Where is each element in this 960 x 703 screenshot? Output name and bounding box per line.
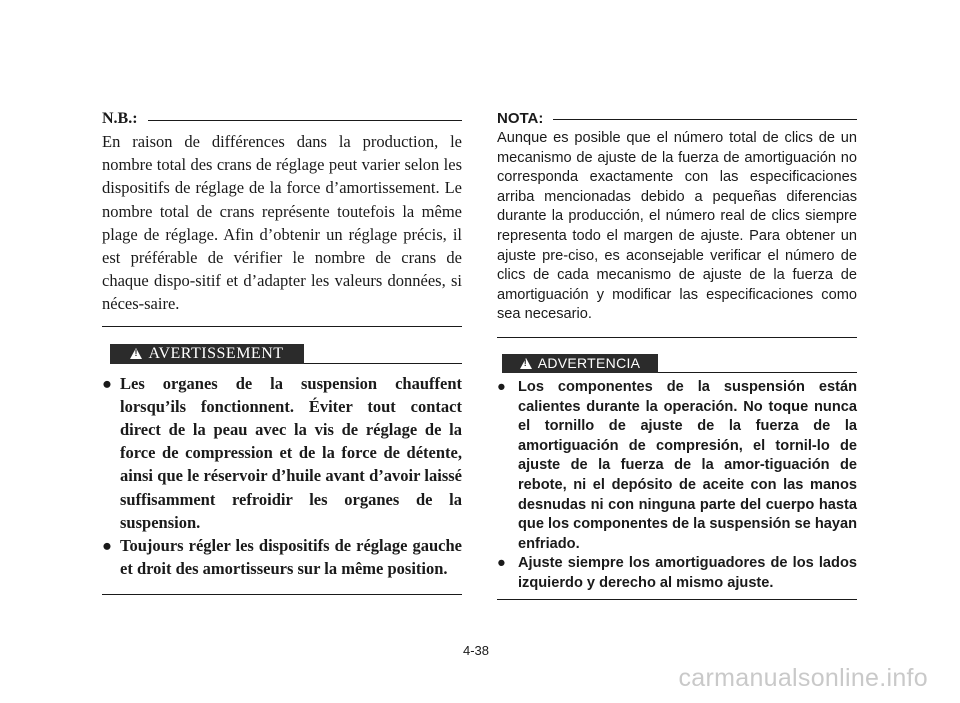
warning-label: AVERTISSEMENT [148, 344, 284, 362]
bullet-icon: ● [497, 378, 506, 395]
warning-item-text: Ajuste siempre los amortiguadores de los lados izquierdo y derecho al mismo ajuste. [518, 555, 857, 591]
note-text: Aunque es posible que el número total de clics de un mecanismo de ajuste de la fuerza de amortiguación no corresponda exactamente con las especificaciones arriba mencionadas debido a pequeñas diferencias durante la producción, el número real de clics siempre representa todo el margen de ajuste. Para obtener un ajuste pre-ciso, es aconsejable verificar el número de clics de cada mecanismo de ajuste de la fuerza de amortiguación y modificar las especificaciones como sea necesario. [497, 130, 857, 323]
bullet-icon: ● [102, 373, 112, 393]
bullet-icon: ● [102, 536, 112, 556]
warning-triangle-icon [520, 358, 532, 369]
warning-triangle-icon [130, 348, 142, 359]
note-end-rule [497, 337, 857, 338]
warning-badge [502, 354, 658, 373]
bullet-icon: ● [497, 555, 506, 572]
note-rule [553, 119, 857, 120]
warning-item [102, 372, 462, 534]
warning-label: ADVERTENCIA [537, 355, 641, 372]
warning-item [102, 534, 462, 580]
warning-end-rule [102, 594, 462, 595]
warning-list [102, 372, 462, 581]
note-rule [148, 120, 462, 121]
warning-item-text: Les organes de la suspension chauffent lorsqu’ils fonctionnent. Éviter tout contact direct de la peau avec la vis de réglage de la force de compression et de la force de détente, ainsi que le réservoir d’huile avant d’avoir laissé suffisamment refroidir les organes de la suspension. [120, 373, 462, 532]
warning-badge [110, 344, 304, 364]
note-text: En raison de différences dans la production, le nombre total des crans de réglage peut varier selon les dispositifs de réglage de la force d’amortissement. Le nombre total de crans représente toutefois la même plage de réglage. Afin d’obtenir un réglage précis, il est préférable de vérifier le nombre de crans de chaque dispo-sitif et d’adapter les valeurs données, si néces-saire. [102, 132, 462, 314]
warning-item [497, 378, 857, 554]
warning-item [497, 554, 857, 593]
warning-rule [658, 372, 857, 373]
warning-item-text: Los componentes de la suspensión están calientes durante la operación. No toque nunca el tornillo de ajuste de la fuerza de la amortiguación de compresión, el tornil-lo de ajuste de la fuerza de la amor-tiguación de rebote, ni el depósito de aceite con las manos desnudas ni con ninguna parte del cuerpo hasta que los componentes de la suspensión se hayan enfriado. [518, 378, 857, 552]
french-column [102, 108, 462, 595]
watermark-text: carmanualsonline.info [678, 664, 928, 692]
warning-end-rule [497, 599, 857, 600]
note-heading [497, 108, 857, 129]
note-label: NOTA: [497, 110, 544, 127]
spanish-column [497, 108, 857, 600]
warning-list [497, 378, 857, 594]
note-label: N.B.: [102, 110, 138, 127]
warning-banner [497, 354, 857, 373]
warning-banner [102, 344, 462, 364]
note-heading [102, 108, 462, 130]
note-end-rule [102, 326, 462, 327]
page-number: 4-38 [463, 643, 490, 658]
warning-item-text: Toujours régler les dispositifs de réglage gauche et droit des amortisseurs sur la même position. [120, 536, 462, 579]
warning-rule [304, 363, 462, 364]
